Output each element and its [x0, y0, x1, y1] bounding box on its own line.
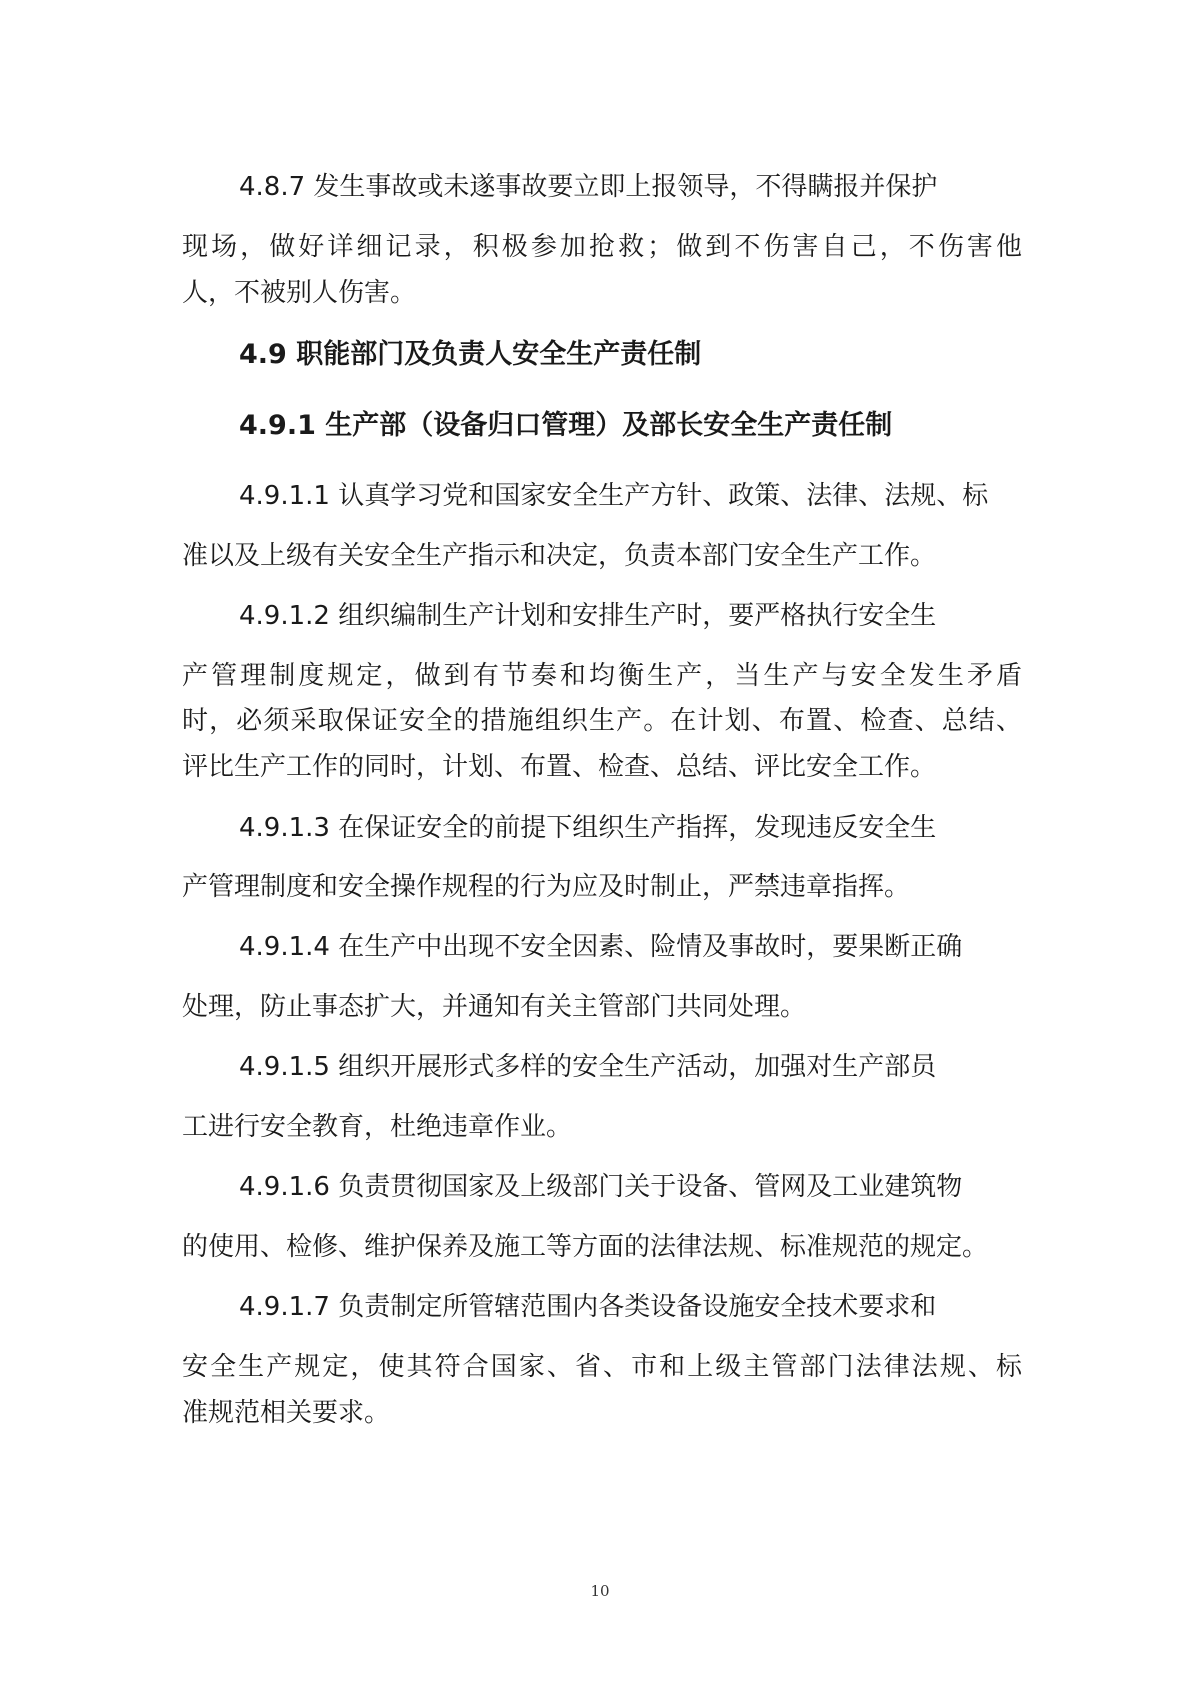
- section-heading-4-9-1: 4.9.1 生产部（设备归口管理）及部长安全生产责任制: [239, 410, 893, 441]
- paragraph-4-9-1-6-line-1: 4.9.1.6 负责贯彻国家及上级部门关于设备、管网及工业建筑物: [239, 1172, 963, 1202]
- paragraph-4-9-1-7-line-3: 准规范相关要求。: [182, 1398, 391, 1428]
- paragraph-4-9-1-5-line-1: 4.9.1.5 组织开展形式多样的安全生产活动，加强对生产部员: [239, 1052, 937, 1082]
- paragraph-4-8-7-line-1: 4.8.7 发生事故或未遂事故要立即上报领导，不得瞒报并保护: [239, 172, 938, 202]
- page-number: 10: [590, 1582, 610, 1600]
- section-heading-4-9: 4.9 职能部门及负责人安全生产责任制: [239, 339, 702, 370]
- paragraph-4-9-1-5-line-2: 工进行安全教育，杜绝违章作业。: [182, 1112, 573, 1142]
- paragraph-4-9-1-7-line-2: 安全生产规定，使其符合国家、省、市和上级主管部门法律法规、标: [182, 1352, 1022, 1382]
- paragraph-4-8-7-line-2: 现场，做好详细记录，积极参加抢救；做到不伤害自己，不伤害他: [182, 232, 1022, 262]
- paragraph-4-9-1-2-line-2: 产管理制度规定，做到有节奏和均衡生产，当生产与安全发生矛盾: [182, 661, 1022, 691]
- paragraph-4-9-1-3-line-1: 4.9.1.3 在保证安全的前提下组织生产指挥，发现违反安全生: [239, 813, 937, 843]
- paragraph-4-8-7-line-3: 人，不被别人伤害。: [182, 278, 417, 308]
- paragraph-4-9-1-3-line-2: 产管理制度和安全操作规程的行为应及时制止，严禁违章指挥。: [182, 872, 911, 902]
- paragraph-4-9-1-1-line-1: 4.9.1.1 认真学习党和国家安全生产方针、政策、法律、法规、标: [239, 481, 989, 511]
- paragraph-4-9-1-4-line-1: 4.9.1.4 在生产中出现不安全因素、险情及事故时，要果断正确: [239, 932, 963, 962]
- paragraph-4-9-1-2-line-4: 评比生产工作的同时，计划、布置、检查、总结、评比安全工作。: [182, 752, 937, 782]
- paragraph-4-9-1-4-line-2: 处理，防止事态扩大，并通知有关主管部门共同处理。: [182, 992, 807, 1022]
- paragraph-4-9-1-7-line-1: 4.9.1.7 负责制定所管辖范围内各类设备设施安全技术要求和: [239, 1292, 937, 1322]
- paragraph-4-9-1-1-line-2: 准以及上级有关安全生产指示和决定，负责本部门安全生产工作。: [182, 541, 937, 571]
- paragraph-4-9-1-2-line-3: 时，必须采取保证安全的措施组织生产。在计划、布置、检查、总结、: [182, 706, 1022, 736]
- paragraph-4-9-1-2-line-1: 4.9.1.2 组织编制生产计划和安排生产时，要严格执行安全生: [239, 601, 937, 631]
- paragraph-4-9-1-6-line-2: 的使用、检修、维护保养及施工等方面的法律法规、标准规范的规定。: [182, 1232, 989, 1262]
